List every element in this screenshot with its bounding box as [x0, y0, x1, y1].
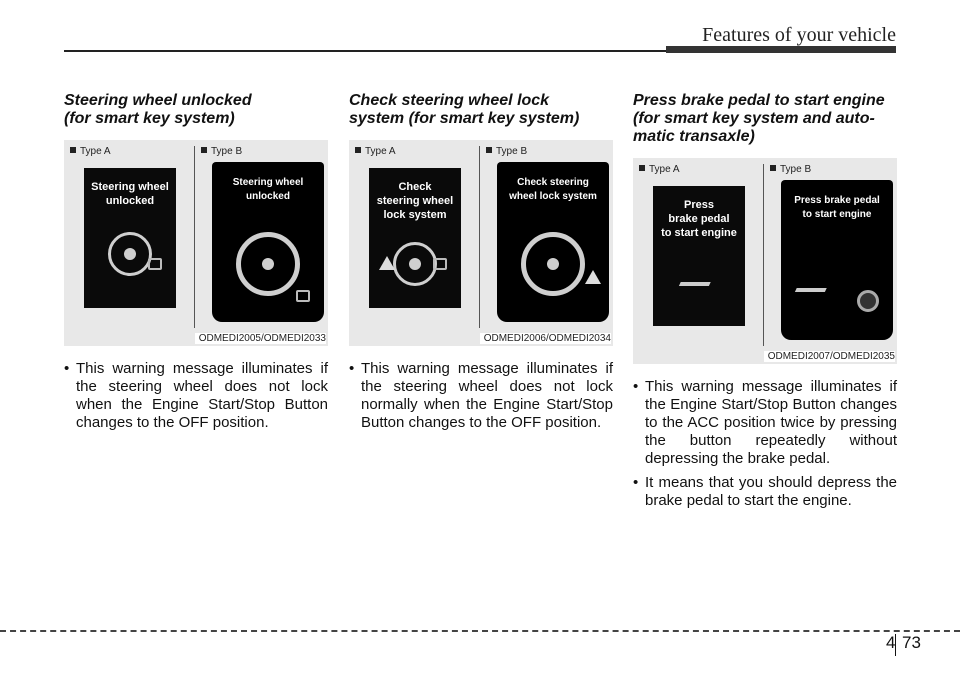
figure-divider: [194, 146, 195, 328]
bullet-list: [349, 360, 613, 432]
figure-divider: [479, 146, 480, 328]
type-a-label: Type A: [70, 146, 111, 157]
display-message: Steering wheel unlocked: [232, 177, 304, 202]
section-heading: Press brake pedal to start engine (for smart key system and auto- matic transaxle): [633, 92, 885, 145]
section-steering-unlocked: [64, 92, 328, 438]
type-b-label: Type B: [201, 146, 242, 157]
brake-pedal-icon: [794, 270, 834, 292]
type-b-label: Type B: [486, 146, 527, 157]
square-bullet-icon: [770, 165, 776, 171]
section-heading: Steering wheel unlocked (for smart key system): [64, 92, 252, 127]
figure-panel: [633, 158, 897, 364]
warning-triangle-icon: [379, 256, 395, 270]
display-message: Check steering wheel lock system: [376, 181, 454, 221]
figure-divider: [763, 164, 764, 346]
figure-ref-code: ODMEDI2007/ODMEDI2035: [764, 351, 895, 362]
section-check-steering-lock: [349, 92, 613, 438]
display-message: Press brake pedal to start engine: [794, 195, 880, 220]
square-bullet-icon: [201, 147, 207, 153]
display-type-b: [781, 180, 893, 340]
list-item: • This warning message illuminates if the steering wheel does not lock when the Engine Start/Stop Button changes to the OFF position.: [64, 360, 328, 432]
list-item: • This warning message illuminates if the steering wheel does not lock normally when the Engine Start/Stop Button changes to the OFF position.: [349, 360, 613, 432]
figure-ref-code: ODMEDI2005/ODMEDI2033: [195, 333, 326, 344]
list-item: • This warning message illuminates if the Engine Start/Stop Button changes to the ACC position twice by pressing the button repeatedly without depressing the brake pedal.: [633, 378, 897, 468]
bullet-list: [633, 378, 897, 510]
type-a-label: Type A: [355, 146, 396, 157]
page-number: 73: [902, 633, 921, 652]
page-header-title: Features of your vehicle: [702, 24, 896, 46]
unlocked-padlock-icon: [148, 258, 162, 270]
display-type-b: [497, 162, 609, 322]
steering-wheel-icon: [521, 232, 585, 296]
type-a-label: Type A: [639, 164, 680, 175]
chapter-number: 4: [886, 633, 896, 652]
display-message: Check steering wheel lock system: [509, 177, 597, 202]
unlocked-padlock-icon: [296, 290, 310, 302]
square-bullet-icon: [70, 147, 76, 153]
warning-triangle-icon: [585, 270, 601, 284]
page-number-separator: [895, 634, 896, 656]
display-type-a: [653, 186, 745, 326]
figure-panel: [349, 140, 613, 346]
steering-wheel-icon: [236, 232, 300, 296]
type-b-label: Type B: [770, 164, 811, 175]
display-type-a: [84, 168, 176, 308]
header-rule-accent: [666, 46, 896, 53]
list-item: • It means that you should depress the brake pedal to start the engine.: [633, 474, 897, 510]
section-heading: Check steering wheel lock system (for smart key system): [349, 92, 580, 127]
display-message: Steering wheel unlocked: [91, 181, 169, 207]
bullet-list: [64, 360, 328, 432]
square-bullet-icon: [639, 165, 645, 171]
steering-wheel-icon: [393, 242, 437, 286]
padlock-icon: [433, 258, 447, 270]
footer-rule: [0, 630, 960, 632]
square-bullet-icon: [355, 147, 361, 153]
display-type-a: [369, 168, 461, 308]
figure-ref-code: ODMEDI2006/ODMEDI2034: [480, 333, 611, 344]
brake-pedal-icon: [679, 264, 719, 286]
steering-wheel-icon: [108, 232, 152, 276]
section-press-brake-pedal: [633, 92, 897, 516]
start-stop-button-icon: [857, 290, 879, 312]
figure-panel: [64, 140, 328, 346]
display-type-b: [212, 162, 324, 322]
display-message: Press brake pedal to start engine: [661, 199, 737, 239]
square-bullet-icon: [486, 147, 492, 153]
